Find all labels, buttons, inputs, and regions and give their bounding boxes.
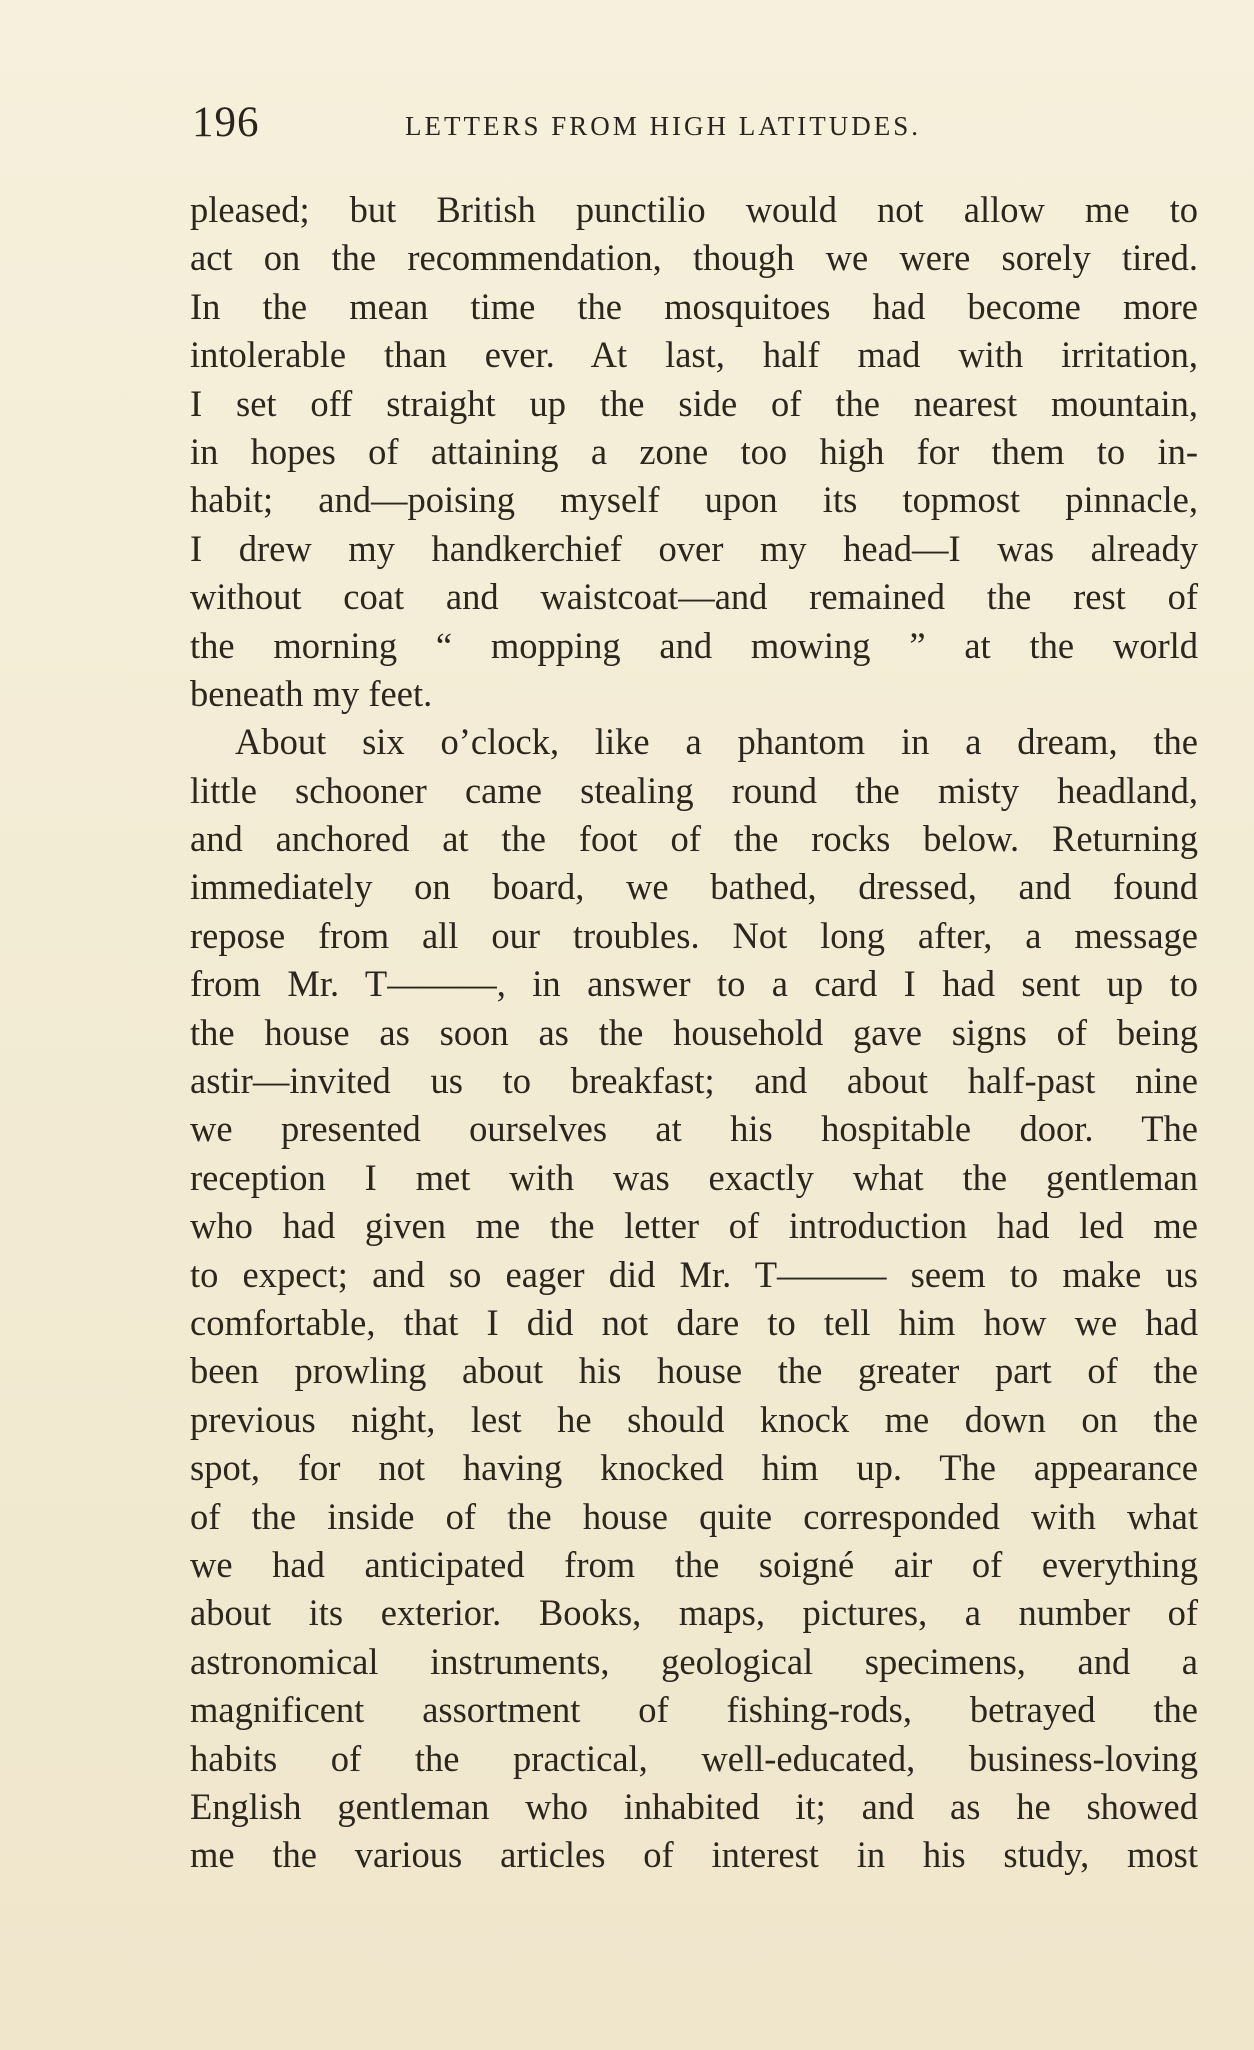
text-line: been prowling about his house the greater part of the — [190, 1350, 1198, 1392]
paragraph-1 — [190, 186, 1198, 718]
text-line: we presented ourselves at his hospitable door. The — [190, 1108, 1198, 1150]
text-line: habit; and—poising myself upon its topmost pinnacle, — [190, 479, 1198, 521]
text-line: pleased; but British punctilio would not allow me to — [190, 189, 1198, 230]
text-line: who had given me the letter of introduction had led me — [190, 1205, 1198, 1247]
running-head — [192, 98, 1194, 150]
text-line: previous night, lest he should knock me down on the — [190, 1398, 1198, 1440]
running-title: LETTERS FROM HIGH LATITUDES. — [405, 111, 921, 141]
text-line: astir—invited us to breakfast; and about half-past nine — [190, 1060, 1198, 1102]
text-line: comfortable, that I did not dare to tell him how we had — [190, 1301, 1198, 1343]
text-line: we had anticipated from the soigné air of everything — [190, 1543, 1198, 1585]
text-line: beneath my feet. — [190, 672, 433, 714]
text-line: to expect; and so eager did Mr. T——— seem to make us — [190, 1253, 1198, 1295]
text-line: the morning “ mopping and mowing ” at the world — [190, 624, 1198, 666]
text-line: I set off straight up the side of the nearest mountain, — [190, 382, 1198, 424]
text-line: and anchored at the foot of the rocks below. Returning — [190, 818, 1198, 860]
text-line: reception I met with was exactly what the gentleman — [190, 1156, 1198, 1198]
text-line: I drew my handkerchief over my head—I was already — [190, 527, 1198, 569]
text-line: About six o’clock, like a phantom in a dream, the — [235, 721, 1198, 763]
text-line: In the mean time the mosquitoes had become more — [190, 285, 1198, 327]
text-line: intolerable than ever. At last, half mad with irritation, — [190, 334, 1198, 376]
text-line: from Mr. T———, in answer to a card I had sent up to — [190, 963, 1198, 1005]
text-line: English gentleman who inhabited it; and as he showed — [190, 1785, 1198, 1827]
body-text — [190, 186, 1198, 1880]
text-line: about its exterior. Books, maps, pictures, a number of — [190, 1592, 1198, 1634]
text-line: repose from all our troubles. Not long after, a message — [190, 914, 1198, 956]
text-line: of the inside of the house quite corresponded with what — [190, 1495, 1198, 1537]
text-line: me the various articles of interest in his study, most — [190, 1834, 1198, 1876]
text-line: astronomical instruments, geological specimens, and a — [190, 1640, 1198, 1682]
page-number: 196 — [192, 99, 260, 146]
text-line: act on the recommendation, though we were sorely tired. — [190, 237, 1198, 279]
text-line: without coat and waistcoat—and remained the rest of — [190, 576, 1198, 618]
paragraph-2 — [190, 718, 1198, 1879]
text-line: habits of the practical, well-educated, business-loving — [190, 1737, 1198, 1779]
text-line: immediately on board, we bathed, dressed, and found — [190, 866, 1198, 908]
text-line: spot, for not having knocked him up. The appearance — [190, 1447, 1198, 1489]
text-line: magnificent assortment of fishing-rods, betrayed the — [190, 1689, 1198, 1731]
text-line: in hopes of attaining a zone too high for them to in- — [190, 430, 1198, 472]
text-line: little schooner came stealing round the misty headland, — [190, 769, 1198, 811]
text-line: the house as soon as the household gave signs of being — [190, 1011, 1198, 1053]
